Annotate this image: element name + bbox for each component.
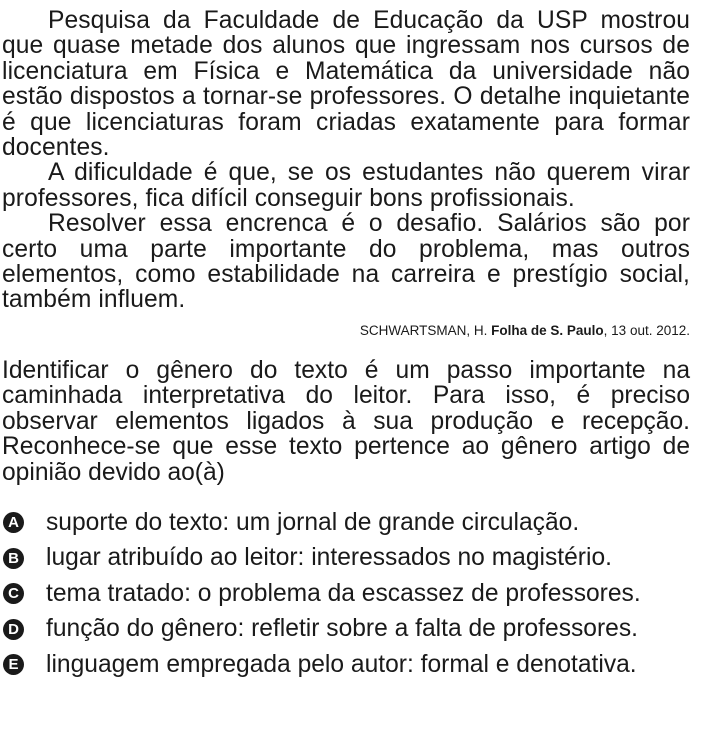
question-page bbox=[2, 8, 690, 698]
option-letter-badge: A bbox=[3, 512, 24, 533]
option-letter-badge: B bbox=[3, 548, 24, 569]
option-text: lugar atribuído ao leitor: interessados no magistério. bbox=[46, 544, 612, 572]
answer-option-e[interactable] bbox=[2, 647, 690, 683]
passage-paragraph: Pesquisa da Faculdade de Educação da USP mostrou que quase metade dos alunos que ingressam nos cursos de licenciatura em Física e Matemática da universidade não estão dispostos a tornar-se professores. O detalhe inquietante é que licenciaturas foram criadas exatamente para formar docentes. bbox=[2, 7, 690, 162]
citation bbox=[2, 323, 690, 339]
passage-paragraph: Resolver essa encrenca é o desafio. Salários são por certo uma parte importante do problema, mas outros elementos, como estabilidade na carreira e prestígio social, também influem. bbox=[2, 210, 690, 314]
answer-option-b[interactable] bbox=[2, 540, 690, 576]
citation-author: SCHWARTSMAN, H. bbox=[359, 322, 488, 338]
answer-option-a[interactable] bbox=[2, 505, 690, 541]
option-letter-badge: C bbox=[3, 583, 24, 604]
citation-date: , 13 out. 2012. bbox=[603, 322, 690, 338]
answer-options bbox=[2, 505, 690, 683]
passage bbox=[2, 8, 690, 313]
option-text: linguagem empregada pelo autor: formal e denotativa. bbox=[46, 650, 637, 678]
option-text: tema tratado: o problema da escassez de professores. bbox=[46, 579, 641, 607]
option-text: suporte do texto: um jornal de grande circulação. bbox=[46, 508, 580, 536]
citation-source: Folha de S. Paulo bbox=[491, 322, 604, 338]
question-stem: Identificar o gênero do texto é um passo importante na caminhada interpretativa do leitor. Para isso, é preciso observar elementos ligados à sua produção e recepção. Reconhece-se que esse texto pertence ao gênero artigo de opinião devido ao(à) bbox=[2, 356, 690, 486]
option-letter-badge: E bbox=[3, 654, 24, 675]
option-text: função do gênero: refletir sobre a falta de professores. bbox=[46, 615, 638, 643]
option-letter-badge: D bbox=[3, 619, 24, 640]
answer-option-d[interactable] bbox=[2, 611, 690, 647]
answer-option-c[interactable] bbox=[2, 576, 690, 612]
passage-paragraph: A dificuldade é que, se os estudantes não querem virar professores, fica difícil conseguir bons profissionais. bbox=[2, 159, 690, 212]
